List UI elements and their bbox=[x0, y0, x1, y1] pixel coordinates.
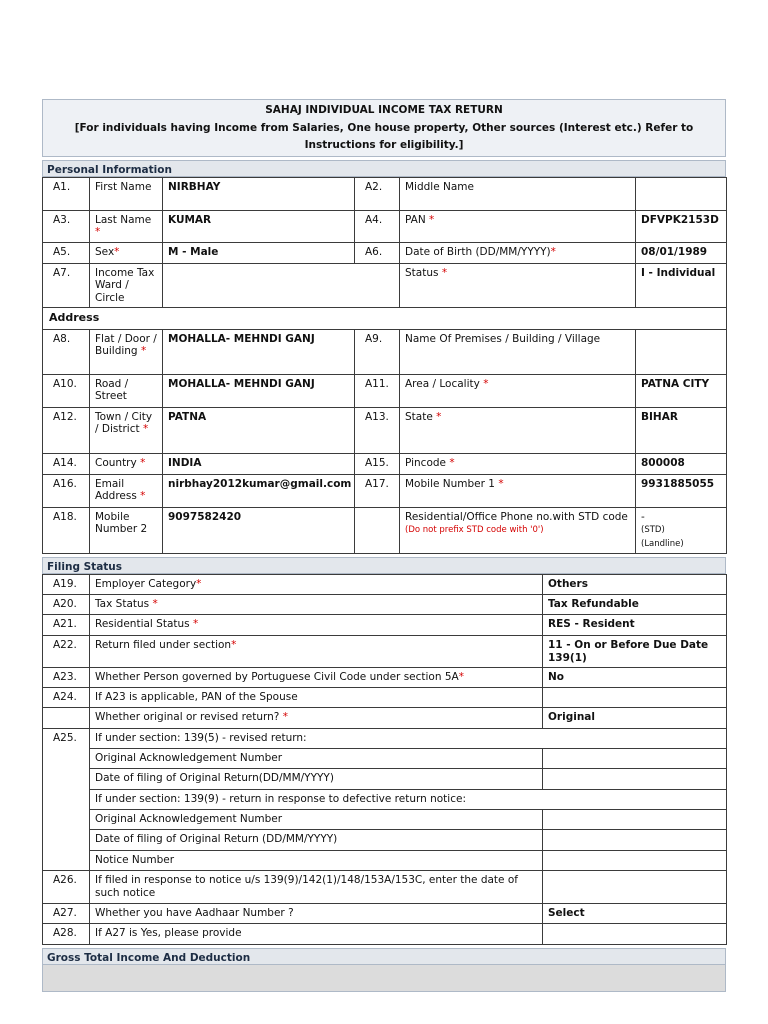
row-date-filing bbox=[43, 769, 727, 790]
label-premises: Name Of Premises / Building / Village bbox=[400, 329, 636, 374]
required-mark: * bbox=[498, 477, 504, 490]
required-mark: * bbox=[441, 266, 448, 279]
row-a16: A16. Email Address * nirbhay2012kumar@gmail.com A17. Mobile Number 1 * 9931885055 bbox=[43, 474, 727, 507]
field-ack-number[interactable] bbox=[543, 749, 727, 769]
row-a3: A3. Last Name * KUMAR A4. PAN * DFVPK2153D bbox=[43, 210, 727, 242]
field-employer-category[interactable]: Others bbox=[543, 575, 727, 595]
label-date-filing: Date of filing of Original Return(DD/MM/YYYY) bbox=[90, 769, 543, 790]
required-mark: * bbox=[114, 245, 120, 258]
label-pincode: Pincode bbox=[405, 456, 446, 469]
row-a1: A1. First Name NIRBHAY A2. Middle Name bbox=[43, 177, 727, 210]
label-spouse-pan: If A23 is applicable, PAN of the Spouse bbox=[90, 688, 543, 708]
phone-note: (Do not prefix STD code with '0') bbox=[405, 525, 544, 535]
row-a28: A28. If A27 is Yes, please provide bbox=[43, 924, 727, 945]
label-status: Status bbox=[405, 266, 439, 279]
field-flat[interactable]: MOHALLA- MEHNDI GANJ bbox=[163, 329, 355, 374]
label-ack-number: Original Acknowledgement Number bbox=[90, 749, 543, 769]
field-email[interactable]: nirbhay2012kumar@gmail.com bbox=[163, 474, 355, 507]
label-date-filing-2: Date of filing of Original Return (DD/MM/YYYY) bbox=[90, 830, 543, 851]
required-mark: * bbox=[142, 423, 149, 435]
row-a10: A10. Road / Street MOHALLA- MEHNDI GANJ A11. Area / Locality * PATNA CITY bbox=[43, 374, 727, 407]
field-tax-status[interactable]: Tax Refundable bbox=[543, 595, 727, 615]
required-mark: * bbox=[140, 456, 146, 469]
row-a14: A14. Country * INDIA A15. Pincode * 800008 bbox=[43, 453, 727, 474]
row-a23: A23. Whether Person governed by Portuguese Civil Code under section 5A* No bbox=[43, 668, 727, 688]
required-mark: * bbox=[449, 456, 455, 469]
field-first-name[interactable]: NIRBHAY bbox=[163, 177, 355, 210]
label-mobile2: Mobile Number 2 bbox=[90, 507, 163, 554]
row-a27: A27. Whether you have Aadhaar Number ? Select bbox=[43, 904, 727, 924]
filing-status-table bbox=[42, 574, 727, 945]
row-ack-number-2 bbox=[43, 810, 727, 830]
field-area[interactable]: PATNA CITY bbox=[636, 374, 727, 407]
label-tax-status: Tax Status bbox=[95, 598, 150, 610]
label-portuguese-code: Whether Person governed by Portuguese Civil Code under section 5A bbox=[95, 671, 459, 683]
field-notice-number[interactable] bbox=[543, 851, 727, 871]
section-personal-information: Personal Information bbox=[42, 160, 726, 177]
required-mark: * bbox=[196, 578, 202, 590]
label-section-1399: If under section: 139(9) - return in response to defective return notice: bbox=[90, 790, 727, 810]
label-pan: PAN bbox=[405, 213, 426, 226]
label-aadhaar: Whether you have Aadhaar Number ? bbox=[90, 904, 543, 924]
row-ack-number bbox=[43, 749, 727, 769]
label-state: State bbox=[405, 410, 433, 423]
form-subtitle-line1: [For individuals having Income from Salaries, One house property, Other sources (Interest etc.) Refer to bbox=[74, 121, 694, 134]
field-dob[interactable]: 08/01/1989 bbox=[636, 242, 727, 263]
row-a26: A26. If filed in response to notice u/s 139(9)/142(1)/148/153A/153C, enter the date of such notice bbox=[43, 871, 727, 904]
required-mark: * bbox=[458, 671, 464, 683]
section-gross-total-income: Gross Total Income And Deduction bbox=[42, 948, 726, 965]
field-return-section[interactable]: 11 - On or Before Due Date 139(1) bbox=[543, 636, 727, 668]
required-mark: * bbox=[483, 377, 489, 390]
form-subtitle-line2: Instructions for eligibility.] bbox=[304, 139, 464, 151]
field-ack-number-2[interactable] bbox=[543, 810, 727, 830]
label-sex: Sex bbox=[95, 245, 115, 258]
label-mobile1: Mobile Number 1 bbox=[405, 477, 495, 490]
row-notice-number bbox=[43, 851, 727, 871]
personal-address-table bbox=[42, 177, 727, 555]
required-mark: * bbox=[95, 226, 101, 238]
required-mark: * bbox=[429, 213, 435, 226]
field-middle-name[interactable] bbox=[636, 177, 727, 210]
label-notice-number: Notice Number bbox=[90, 851, 543, 871]
required-mark: * bbox=[436, 410, 442, 423]
label-notice-date: If filed in response to notice u/s 139(9)/142(1)/148/153A/153C, enter the date of such notice bbox=[90, 871, 543, 904]
row-a21: A21. Residential Status * RES - Resident bbox=[43, 615, 727, 636]
field-road[interactable]: MOHALLA- MEHNDI GANJ bbox=[163, 374, 355, 407]
field-mobile1[interactable]: 9931885055 bbox=[636, 474, 727, 507]
row-a22: A22. Return filed under section* 11 - On or Before Due Date 139(1) bbox=[43, 636, 727, 668]
required-mark: * bbox=[550, 245, 556, 258]
field-pincode[interactable]: 800008 bbox=[636, 453, 727, 474]
row-a8: A8. Flat / Door / Building * MOHALLA- MEHNDI GANJ A9. Name Of Premises / Building / Village bbox=[43, 329, 727, 374]
label-landline: (Landline) bbox=[641, 538, 684, 549]
label-first-name: First Name bbox=[90, 177, 163, 210]
row-original-revised bbox=[43, 708, 727, 729]
label-original-revised: Whether original or revised return? bbox=[95, 711, 280, 723]
field-spouse-pan[interactable] bbox=[543, 688, 727, 708]
field-date-filing[interactable] bbox=[543, 769, 727, 790]
label-employer-category: Employer Category bbox=[95, 578, 197, 590]
field-pan[interactable]: DFVPK2153D bbox=[636, 210, 727, 242]
field-town[interactable]: PATNA bbox=[163, 407, 355, 453]
required-mark: * bbox=[282, 711, 288, 723]
required-mark: * bbox=[140, 345, 147, 357]
label-email: Email Address bbox=[95, 477, 137, 502]
field-income-tax-ward[interactable] bbox=[163, 263, 400, 308]
field-phone[interactable]: - bbox=[641, 510, 645, 523]
row-address-head bbox=[43, 308, 727, 330]
field-state[interactable]: BIHAR bbox=[636, 407, 727, 453]
required-mark: * bbox=[231, 639, 237, 651]
row-a7: A7. Income Tax Ward / Circle Status * I - Individual bbox=[43, 263, 727, 308]
aadhaar-select[interactable]: Select bbox=[543, 904, 727, 924]
label-std: (STD) bbox=[641, 525, 665, 535]
label-dob: Date of Birth (DD/MM/YYYY) bbox=[405, 245, 551, 258]
label-road: Road / Street bbox=[90, 374, 163, 407]
field-portuguese-code[interactable]: No bbox=[543, 668, 727, 688]
label-phone: Residential/Office Phone no.with STD code bbox=[405, 510, 628, 523]
form-title: SAHAJ INDIVIDUAL INCOME TAX RETURN bbox=[265, 104, 503, 116]
label-town: Town / City / District bbox=[95, 410, 153, 435]
row-section-1399 bbox=[43, 790, 727, 810]
label-revised-return: If under section: 139(5) - revised return: bbox=[90, 729, 727, 749]
field-residential-status[interactable]: RES - Resident bbox=[543, 615, 727, 636]
label-country: Country bbox=[95, 456, 137, 469]
label-last-name: Last Name bbox=[95, 213, 152, 226]
row-a19: A19. Employer Category* Others bbox=[43, 575, 727, 595]
field-last-name[interactable]: KUMAR bbox=[163, 210, 355, 242]
required-mark: * bbox=[152, 598, 158, 610]
row-a5: A5. Sex* M - Male A6. Date of Birth (DD/MM/YYYY)* 08/01/1989 bbox=[43, 242, 727, 263]
label-ack-number-2: Original Acknowledgement Number bbox=[90, 810, 543, 830]
field-sex[interactable]: M - Male bbox=[163, 242, 355, 263]
label-flat: Flat / Door / Building bbox=[95, 332, 157, 357]
row-date-filing-2 bbox=[43, 830, 727, 851]
required-mark: * bbox=[140, 490, 146, 502]
label-aadhaar-number: If A27 is Yes, please provide bbox=[90, 924, 543, 945]
gross-total-income-panel bbox=[42, 965, 726, 992]
section-filing-status: Filing Status bbox=[42, 557, 726, 574]
form-header bbox=[42, 99, 726, 157]
label-income-tax-ward: Income Tax Ward / Circle bbox=[90, 263, 163, 308]
label-residential-status: Residential Status bbox=[95, 618, 190, 630]
field-original-revised[interactable]: Original bbox=[543, 708, 727, 729]
tax-return-form bbox=[42, 99, 726, 992]
row-a12: A12. Town / City / District * PATNA A13. State * BIHAR bbox=[43, 407, 727, 453]
field-aadhaar-number[interactable] bbox=[543, 924, 727, 945]
label-return-section: Return filed under section bbox=[95, 639, 232, 651]
row-a18: A18. Mobile Number 2 9097582420 Residential/Office Phone no.with STD code (Do not prefix STD code with '0') - (STD) (Landline) bbox=[43, 507, 727, 554]
row-a25: A25. If under section: 139(5) - revised return: bbox=[43, 729, 727, 749]
section-address: Address bbox=[43, 308, 727, 330]
row-a20: A20. Tax Status * Tax Refundable bbox=[43, 595, 727, 615]
field-status[interactable]: I - Individual bbox=[636, 263, 727, 308]
field-premises[interactable] bbox=[636, 329, 727, 374]
field-date-filing-2[interactable] bbox=[543, 830, 727, 851]
field-mobile2[interactable]: 9097582420 bbox=[163, 507, 355, 554]
row-a24: A24. If A23 is applicable, PAN of the Spouse bbox=[43, 688, 727, 708]
field-notice-date[interactable] bbox=[543, 871, 727, 904]
label-area: Area / Locality bbox=[405, 377, 480, 390]
required-mark: * bbox=[192, 618, 199, 630]
label-middle-name: Middle Name bbox=[400, 177, 636, 210]
field-country[interactable]: INDIA bbox=[163, 453, 355, 474]
